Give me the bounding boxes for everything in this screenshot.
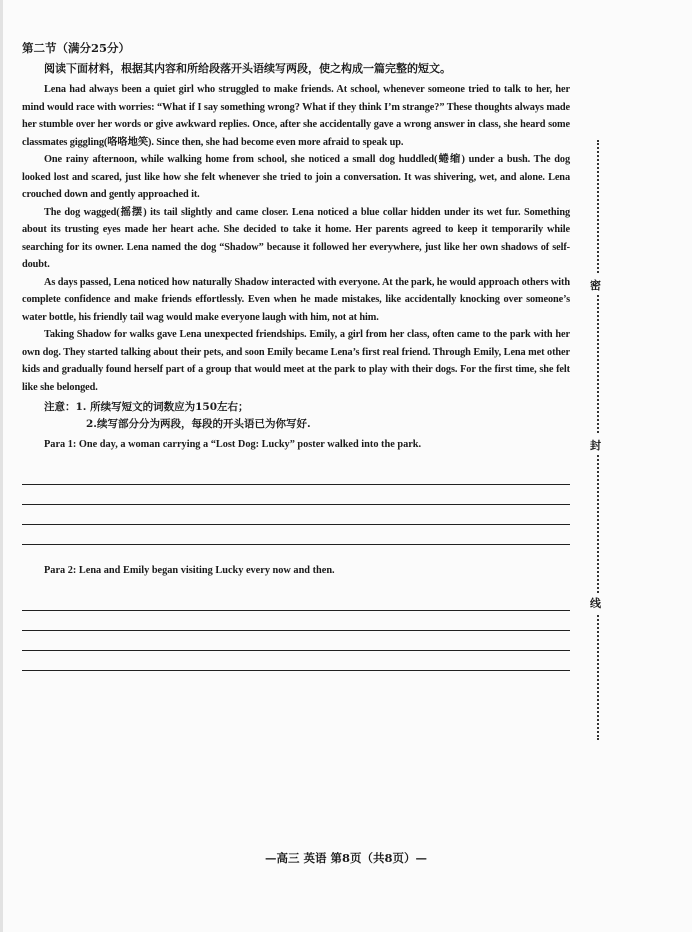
writing-line[interactable]: [22, 651, 570, 671]
writing-line[interactable]: [22, 631, 570, 651]
exam-content: [22, 40, 570, 671]
story-paragraph-2: One rainy afternoon, while walking home from school, she noticed a small dog huddled(蜷缩) under a bush. The dog looked lost and scared, just like how she felt whenever she tried to join a conversation. It was shivering, wet, and alone. Lena crouched down and gently approached it.: [22, 154, 570, 200]
para2-writing-lines: [22, 591, 570, 671]
writing-line[interactable]: [22, 591, 570, 611]
page-edge: [0, 0, 3, 932]
story-paragraph-4: As days passed, Lena noticed how naturally Shadow interacted with everyone. At the park, he would approach others with complete confidence and make friends effortlessly. Even when he made mistakes, like accidentally knocking over someone’s water bottle, his friendly tail wag would make everyone laugh with him, not at him.: [22, 276, 570, 323]
section-title: 第二节（满分25分）: [22, 41, 131, 55]
note-item-2: 2.续写部分分为两段，每段的开头语已为你写好.: [86, 418, 311, 430]
story-paragraph-5: Taking Shadow for walks gave Lena unexpected friendships. Emily, a girl from her class, often came to the park with her own dog. They started talking about their pets, and soon Emily became Lena’s first real friend. Through Emily, Lena met other kids and gradually found herself part of a group that would meet at the park to play with their dogs. For the first time, she felt like she belonged.: [22, 329, 570, 393]
para1-writing-lines: [22, 465, 570, 545]
writing-line[interactable]: [22, 465, 570, 485]
page-footer: —高三 英语 第8页（共8页）—: [264, 851, 427, 865]
seal-char-feng: 封: [590, 435, 601, 455]
section-instruction: 阅读下面材料，根据其内容和所给段落开头语续写两段，使之构成一篇完整的短文。: [44, 62, 451, 75]
writing-line[interactable]: [22, 611, 570, 631]
seal-char-mi: 密: [590, 275, 601, 295]
seal-char-xian: 线: [590, 593, 601, 613]
notes-block: [22, 399, 570, 433]
writing-line[interactable]: [22, 485, 570, 505]
story-paragraph-1: Lena had always been a quiet girl who struggled to make friends. At school, whenever someone tried to talk to her, her mind would race with worries: “What if I say something wrong? What if they think I’m strange?” These thoughts always made her stumble over her words or give awkward replies. Once, after she accidentally gave a wrong answer in class, she heard some classmates giggling(咯咯地笑). Since then, she had become even more afraid to speak up.: [22, 84, 570, 148]
notes-label: 注意：: [44, 401, 76, 413]
spacer: [22, 545, 570, 559]
writing-line[interactable]: [22, 525, 570, 545]
note-line-1: [22, 399, 570, 416]
writing-line[interactable]: [22, 505, 570, 525]
note-item-1: 1. 所续写短文的词数应为150左右；: [75, 401, 249, 413]
story-paragraph-3: The dog wagged(摇摆) its tail slightly and came closer. Lena noticed a blue collar hidden under its wet fur. Something about its trusting eyes made her heart ache. She decided to take it home. Her parents agreed to keep it temporarily while searching for its owner. Lena named the dog “Shadow” because it followed her everywhere, just like her own shadows of self-doubt.: [22, 206, 570, 270]
para2-prompt: Para 2: Lena and Emily began visiting Lucky every now and then.: [44, 565, 335, 576]
para1-prompt: Para 1: One day, a woman carrying a “Lost Dog: Lucky” poster walked into the park.: [44, 439, 422, 450]
